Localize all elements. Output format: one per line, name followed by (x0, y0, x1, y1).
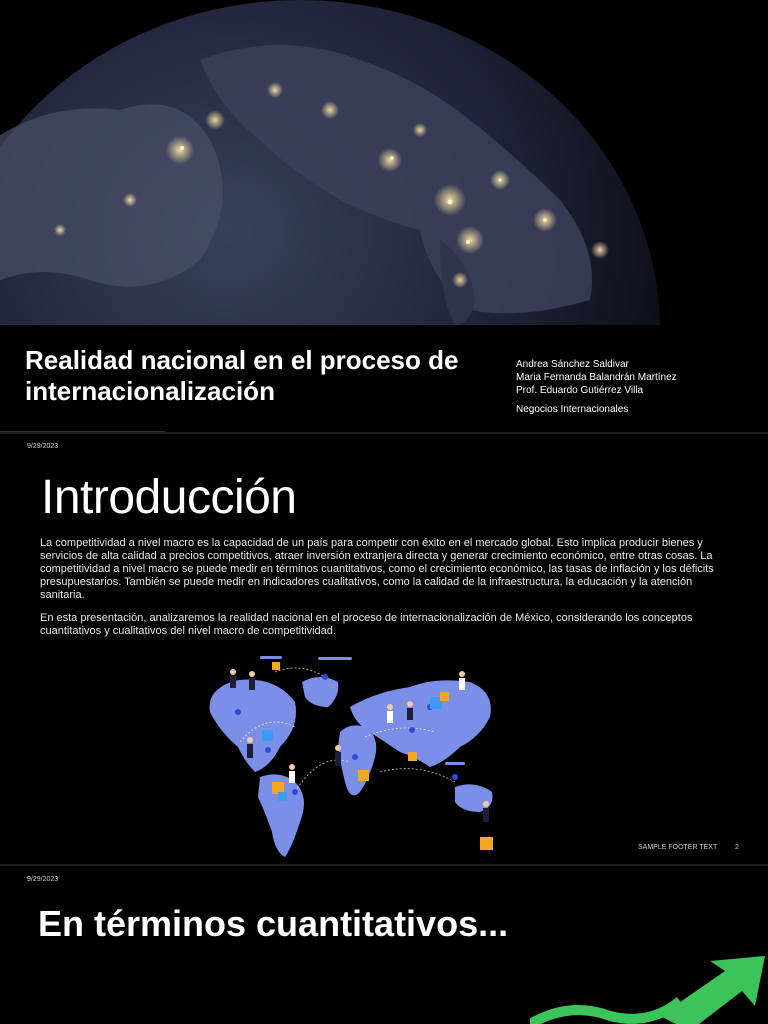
professor-name: Prof. Eduardo Gutiérrez Villa (516, 385, 644, 396)
quantitative-slide (0, 866, 768, 1024)
authors-list (516, 358, 677, 397)
slide-title: Introducción (41, 471, 297, 524)
slide-title: En términos cuantitativos... (38, 903, 509, 944)
footer-text: SAMPLE FOOTER TEXT (638, 844, 718, 851)
author-name: Andrea Sánchez Saldivar (516, 359, 629, 370)
earth-night-image (0, 0, 768, 325)
introduction-slide (0, 434, 768, 864)
intro-paragraph: En esta presentación, analizaremos la realidad nacional en el proceso de internacionalización de México, considerando los conceptos cuantitativos y cualitativos del nivel macro de competitividad. (40, 612, 693, 637)
presentation-title: Realidad nacional en el proceso de internacionalización (25, 345, 459, 406)
growth-arrow-icon (530, 956, 768, 1024)
page-number: 2 (735, 844, 739, 851)
slide-date: 9/29/2023 (27, 443, 59, 450)
author-name: Maria Fernanda Balandrán Martínez (516, 372, 677, 383)
world-network-illustration (200, 652, 510, 862)
slide-date: 9/29/2023 (27, 876, 59, 883)
intro-paragraph: La competitividad a nivel macro es la capacidad de un país para competir con éxito en el mercado global. Esto implica producir bienes y servicios de alta calidad a precios competitivos, atraer inversión extranjera directa y generar crecimiento económico, entre otras cosas. La competitividad a nivel macro se puede medir en términos cuantitativos, como el crecimiento económico, las tasas de inflación y los déficits presupuestarios. También se puede medir en indicadores cualitativos, como la calidad de la infraestructura, la educación y la atención sanitaria. (40, 537, 714, 601)
title-slide (0, 0, 768, 432)
course-name: Negocios Internacionales (516, 404, 629, 415)
